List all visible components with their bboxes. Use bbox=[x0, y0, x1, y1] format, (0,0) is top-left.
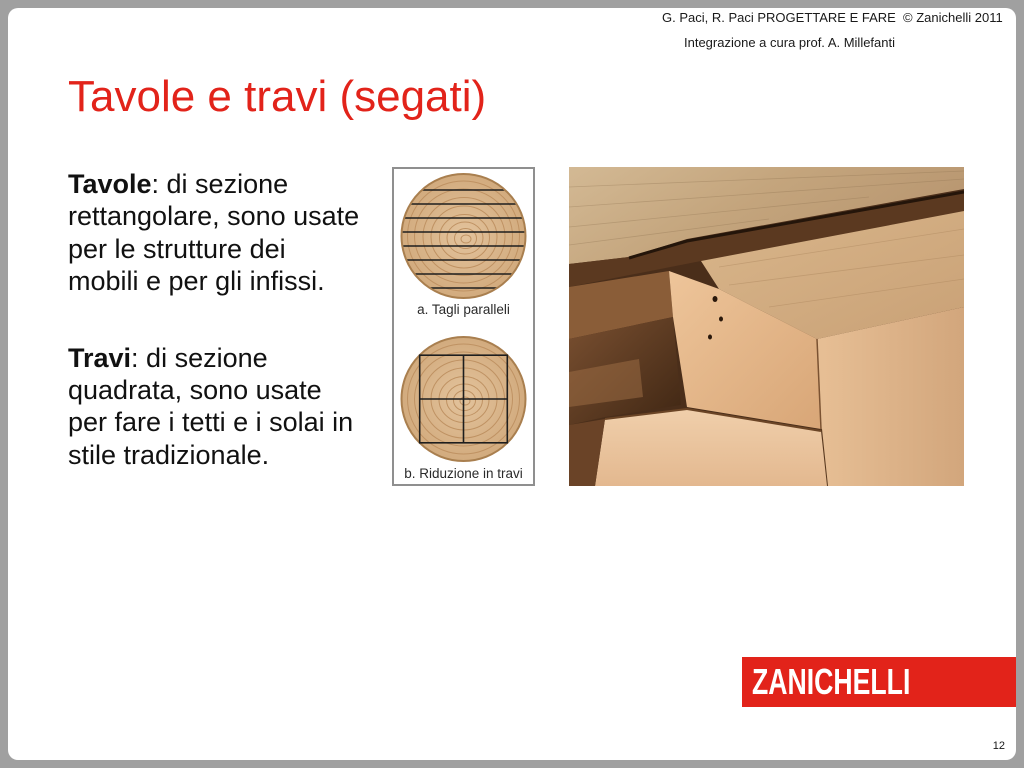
caption-parallel-cuts: a. Tagli paralleli bbox=[417, 302, 510, 317]
logo-text: ZANICHELLI bbox=[752, 661, 911, 702]
paragraph-travi bbox=[68, 342, 378, 472]
nail-hole bbox=[713, 296, 718, 302]
integration-line: Integrazione a cura prof. A. Millefanti bbox=[684, 35, 896, 50]
text-fragment: : di sezione bbox=[151, 169, 289, 199]
text-line: quadrata, sono usate bbox=[68, 374, 322, 405]
nail-hole bbox=[719, 317, 723, 322]
caption-beam-reduction: b. Riduzione in travi bbox=[404, 466, 523, 481]
text-line: per le strutture dei bbox=[68, 233, 286, 264]
term-tavole: Tavole bbox=[68, 169, 152, 199]
text-line: stile tradizionale. bbox=[68, 439, 270, 470]
text-fragment: : di sezione bbox=[131, 342, 268, 373]
slide-body bbox=[68, 168, 378, 471]
text-line bbox=[68, 168, 378, 200]
page-number: 12 bbox=[992, 740, 1005, 752]
log-cross-section-parallel-cuts bbox=[394, 174, 533, 298]
log-outline bbox=[402, 174, 526, 298]
credit-line: G. Paci, R. Paci PROGETTARE E FARE © Zanichelli 2011 bbox=[662, 10, 1003, 25]
zanichelli-logo bbox=[742, 657, 1016, 707]
text-line: rettangolare, sono usate bbox=[68, 201, 360, 232]
log-cutting-drawing bbox=[394, 169, 533, 484]
slide-title: Tavole e travi (segati) bbox=[68, 72, 487, 121]
paragraph-tavole bbox=[68, 168, 378, 298]
term-travi: Travi bbox=[68, 342, 132, 373]
timber-beams-photo bbox=[569, 167, 964, 486]
text-line: mobili e per gli infissi. bbox=[68, 266, 325, 297]
log-cutting-diagram bbox=[392, 167, 535, 486]
text-line: per fare i tetti e i solai in bbox=[68, 407, 354, 438]
text-line bbox=[68, 342, 378, 374]
timber-beams-image bbox=[569, 167, 964, 486]
nail-hole bbox=[708, 335, 712, 340]
log-cross-section-beam-reduction bbox=[402, 337, 526, 461]
